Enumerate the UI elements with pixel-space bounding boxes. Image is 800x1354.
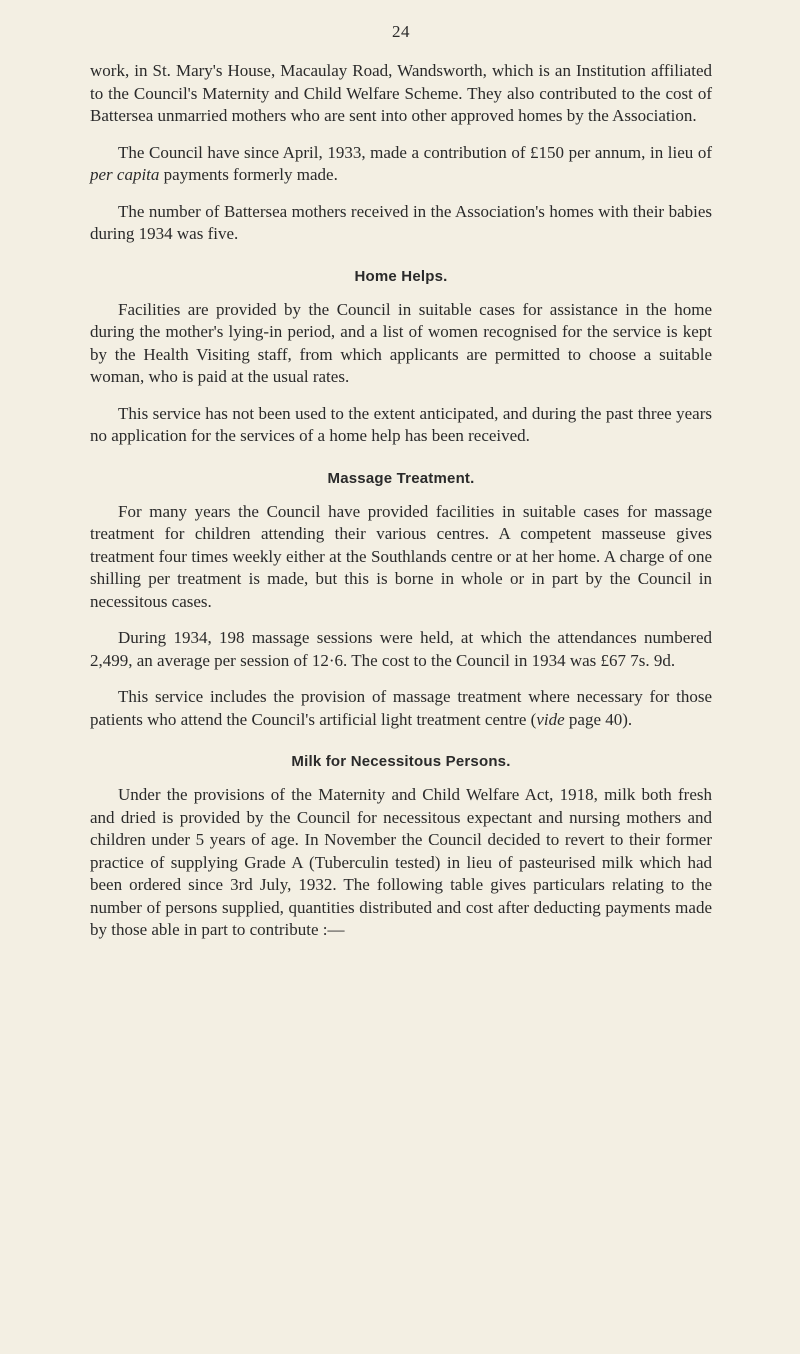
intro-paragraph-3: The number of Battersea mothers received in the Association's homes with their babies during 1934 was five.	[90, 201, 712, 243]
massage-paragraph-1: For many years the Council have provided facilities in suitable cases for massage treatment for children attending their various centres. A competent masseuse gives treatment four times weekly either at the Southlands centre or at her home. A charge of one shilling per treatment is made, but this is borne in whole or in part by the Council in necessitous cases.	[90, 501, 712, 611]
home-helps-paragraph-1: Facilities are provided by the Council in suitable cases for assistance in the home during the mother's lying-in period, and a list of women recognised for the service is kept by the Health Visiting staff, from which applicants are permitted to choose a suitable woman, who is paid at the usual rates.	[90, 299, 712, 386]
massage-paragraph-2: During 1934, 198 massage sessions were held, at which the attendances numbered 2,499, an average per session of 12·6. The cost to the Council in 1934 was £67 7s. 9d.	[90, 628, 712, 670]
intro-paragraph-2	[90, 142, 712, 187]
intro-p2-italic: per capita	[90, 165, 160, 184]
massage-p3-text-before: This service includes the provision of massage treatment where necessary for those patients who attend the Council's artificial light treatment centre (	[90, 687, 712, 729]
home-helps-paragraph-2: This service has not been used to the extent anticipated, and during the past three years no application for the services of a home help has been received.	[90, 403, 712, 445]
heading-milk-necessitous: Milk for Necessitous Persons.	[291, 753, 511, 770]
page-number: 24	[392, 22, 410, 41]
massage-p3-text-after: page 40).	[564, 709, 633, 729]
document-page	[90, 22, 712, 956]
massage-paragraph-3	[90, 686, 712, 731]
milk-paragraph-1: Under the provisions of the Maternity and Child Welfare Act, 1918, milk both fresh and dried is provided by the Council for necessitous expectant and nursing mothers and children under 5 years of age. In November the Council decided to revert to their former practice of supplying Grade A (Tuberculin tested) in lieu of pasteurised milk which had been ordered since 3rd July, 1932. The following table gives particulars relating to the number of persons supplied, quantities distributed and cost after deducting payments made by those able in part to contribute :—	[90, 785, 712, 939]
intro-p2-text-before: The Council have since April, 1933, made a contribution of £150 per annum, in lieu of	[118, 142, 712, 162]
intro-paragraph-1: work, in St. Mary's House, Macaulay Road, Wandsworth, which is an Institution affiliated to the Council's Maternity and Child Welfare Scheme. They also contributed to the cost of Battersea unmarried mothers who are sent into other approved homes by the Association.	[90, 61, 712, 125]
massage-p3-italic: vide	[536, 709, 565, 729]
heading-home-helps: Home Helps.	[354, 267, 448, 285]
heading-massage-treatment: Massage Treatment.	[327, 469, 475, 487]
intro-p2-text-after: payments formerly made.	[159, 165, 338, 184]
